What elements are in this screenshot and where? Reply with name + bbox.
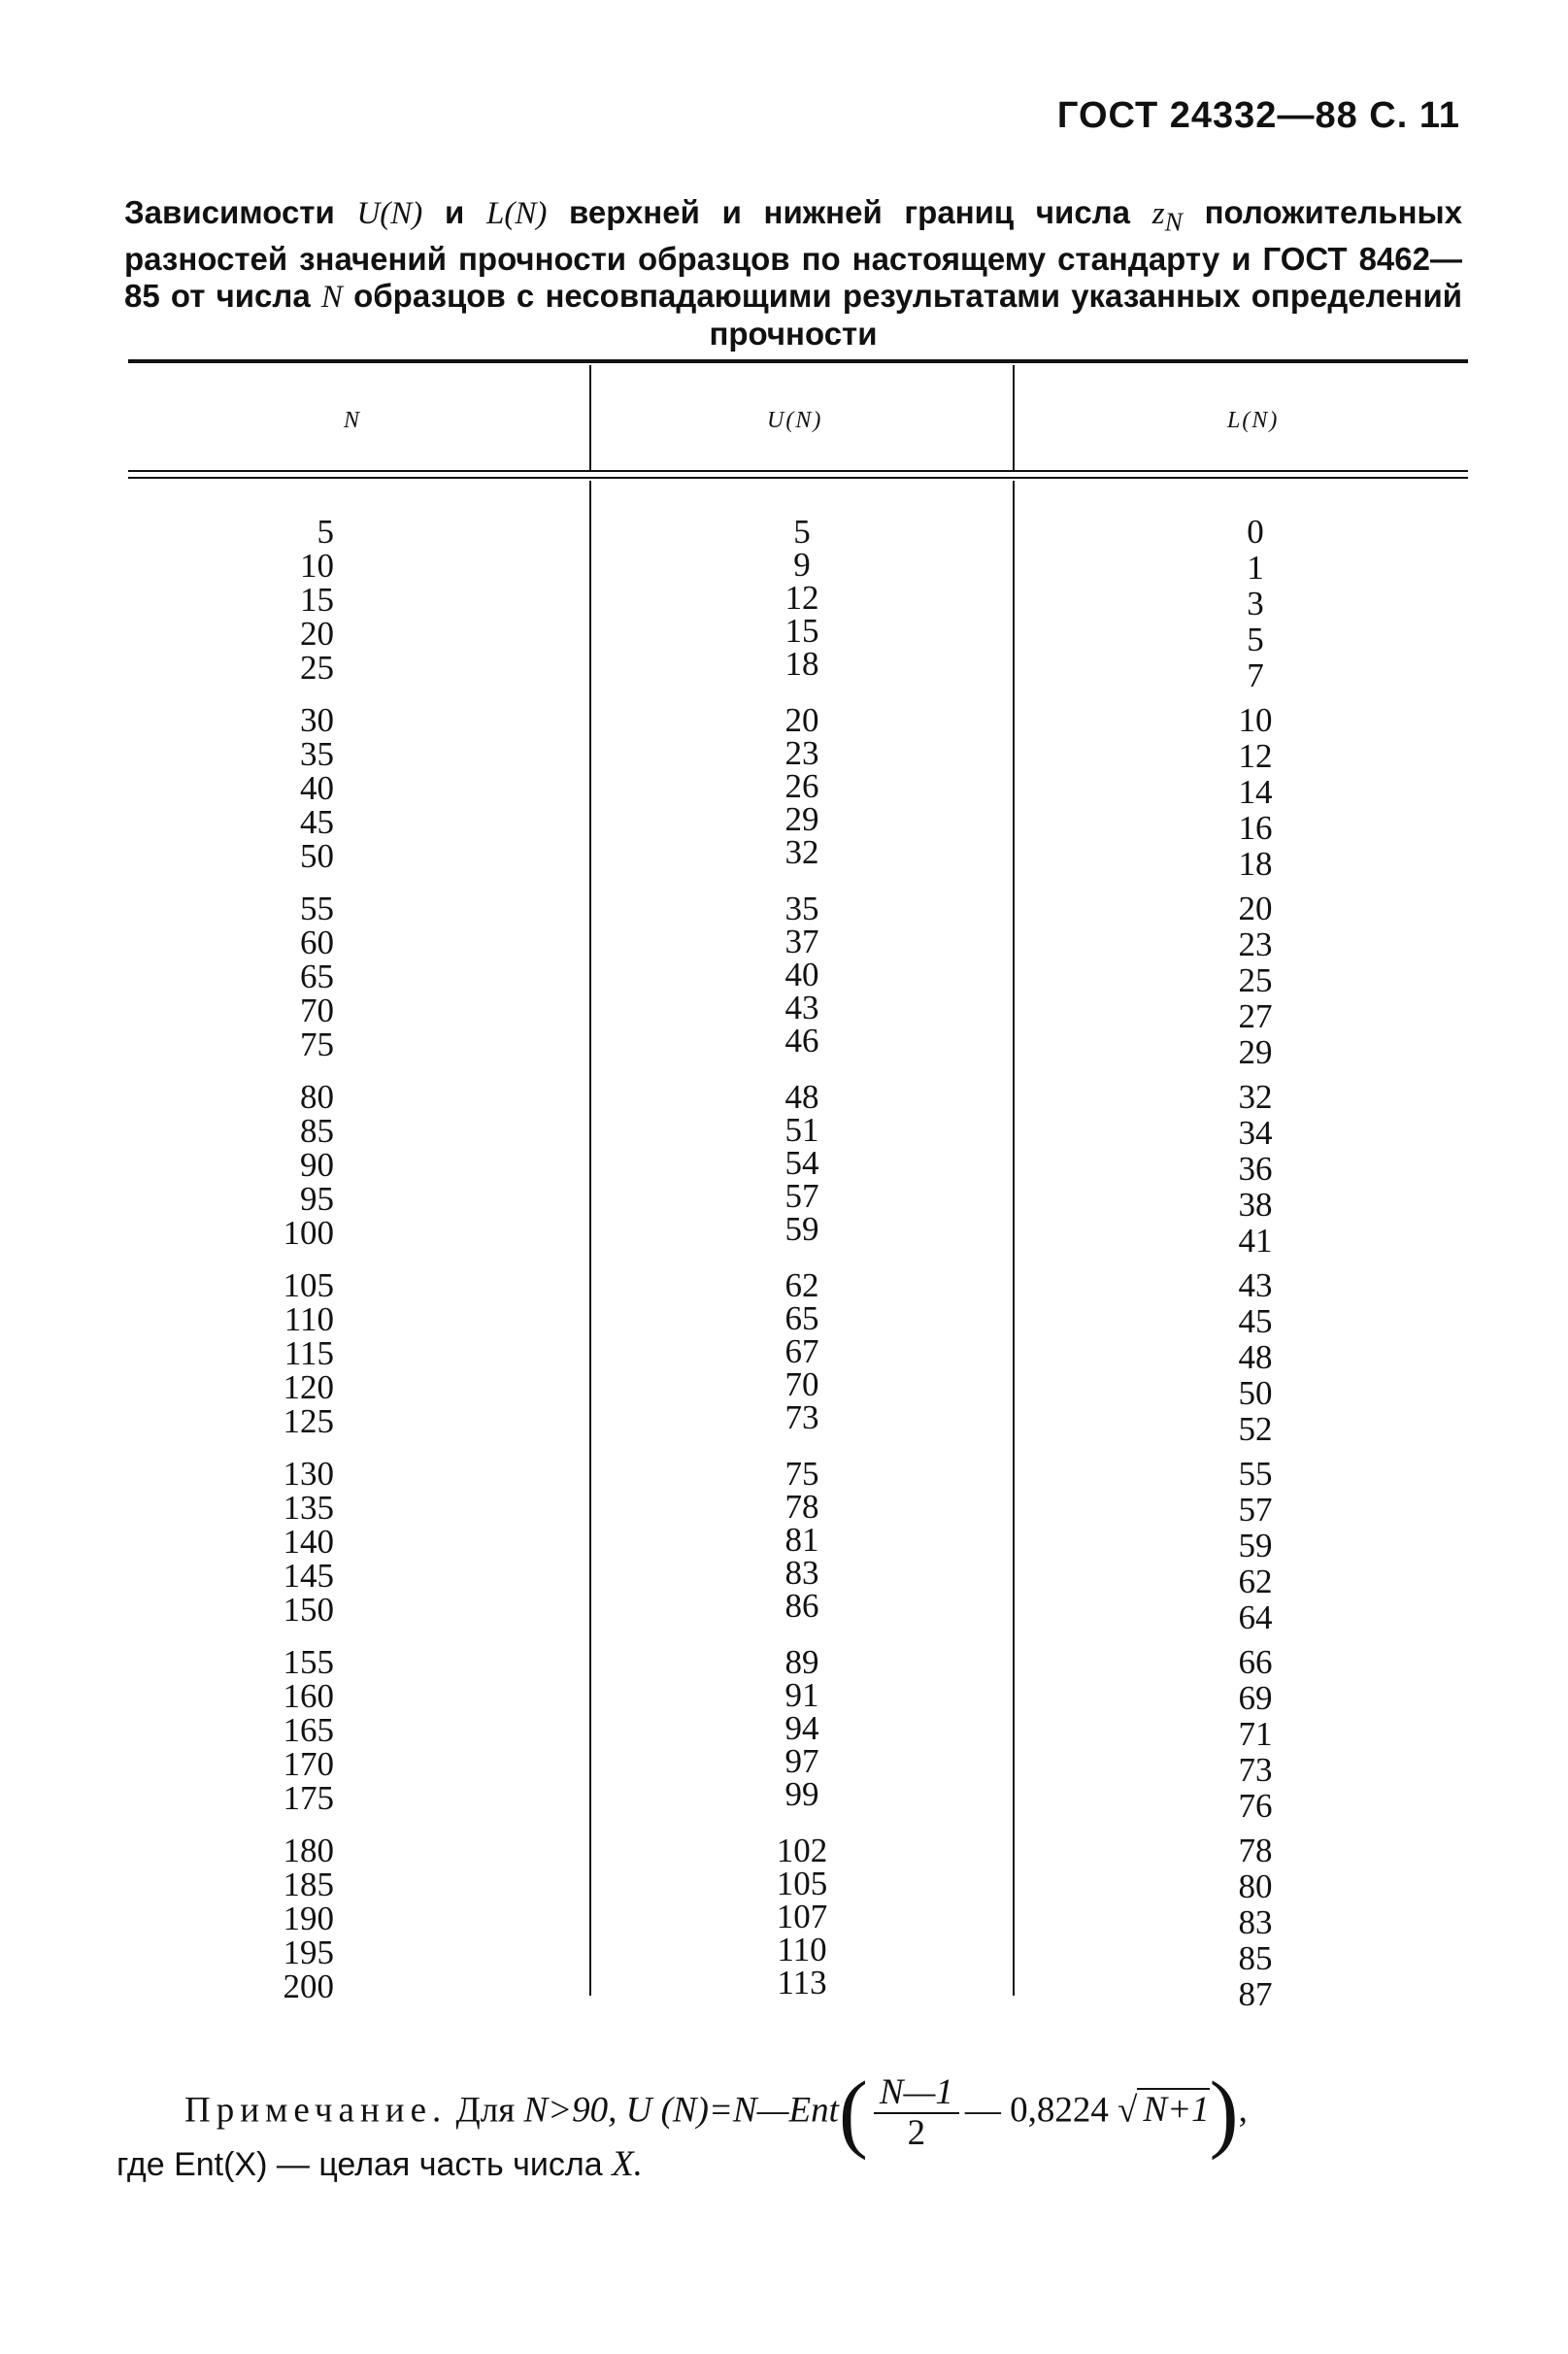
cell-n: 30 [300, 701, 334, 739]
note-text: Для [455, 2090, 516, 2131]
cell-l: 62 [1238, 1563, 1273, 1600]
cell-n: 10 [300, 547, 334, 585]
note-definition: где Ent(X) — целая часть числа [117, 2146, 603, 2183]
cell-n: 120 [283, 1368, 334, 1406]
cell-n: 5 [317, 513, 334, 551]
cell-l: 7 [1247, 656, 1264, 694]
table-top-rule [128, 359, 1468, 363]
cell-n: 45 [300, 803, 334, 841]
cell-n: 155 [283, 1643, 334, 1681]
cell-u: 89 [784, 1643, 819, 1681]
cell-l: 83 [1238, 1903, 1273, 1941]
column-header-u: U(N) [767, 408, 823, 433]
cell-u: 20 [784, 701, 819, 739]
cell-l: 73 [1238, 1751, 1273, 1789]
cell-u: 40 [784, 956, 819, 993]
cell-l: 52 [1238, 1410, 1273, 1448]
cell-l: 55 [1238, 1455, 1273, 1493]
cell-l: 57 [1238, 1491, 1273, 1529]
cell-l: 29 [1238, 1033, 1273, 1071]
cell-u: 73 [784, 1398, 819, 1436]
cell-n: 55 [300, 890, 334, 927]
cell-l: 69 [1238, 1679, 1273, 1717]
cell-u: 35 [784, 890, 819, 927]
cell-l: 38 [1238, 1186, 1273, 1224]
cell-l: 66 [1238, 1643, 1273, 1681]
cell-l: 59 [1238, 1527, 1273, 1564]
right-paren: ) [1209, 2065, 1239, 2161]
cell-n: 130 [283, 1455, 334, 1493]
caption-zn-sub: N [1164, 206, 1183, 237]
cell-n: 65 [300, 958, 334, 995]
cell-n: 200 [283, 1967, 334, 2005]
cell-l: 23 [1238, 925, 1273, 963]
cell-u: 107 [776, 1898, 828, 1935]
cell-n: 160 [283, 1677, 334, 1715]
caption-ln: L(N) [485, 196, 548, 231]
cell-n: 70 [300, 992, 334, 1029]
cell-n: 165 [283, 1711, 334, 1749]
note-end: , [1238, 2090, 1248, 2131]
cell-u: 48 [784, 1078, 819, 1116]
cell-u: 23 [784, 734, 819, 772]
caption-and: и [444, 194, 465, 230]
cell-u: 75 [784, 1455, 819, 1493]
cell-l: 50 [1238, 1374, 1273, 1412]
fraction-numerator: N—1 [874, 2073, 959, 2114]
caption-n: N [320, 279, 343, 315]
cell-n: 75 [300, 1026, 334, 1063]
cell-n: 15 [300, 581, 334, 619]
cell-u: 113 [777, 1964, 827, 2001]
cell-l: 34 [1238, 1114, 1273, 1152]
note-coefficient: — 0,8224 [964, 2090, 1109, 2131]
cell-u: 67 [784, 1332, 819, 1370]
cell-l: 76 [1238, 1787, 1273, 1825]
cell-n: 80 [300, 1078, 334, 1116]
note-formula-lhs: U (N)=N—Ent [625, 2090, 839, 2131]
cell-l: 12 [1238, 737, 1273, 775]
cell-n: 100 [283, 1214, 334, 1252]
cell-u: 97 [784, 1742, 819, 1780]
cell-u: 43 [784, 989, 819, 1026]
cell-l: 25 [1238, 961, 1273, 999]
cell-n: 40 [300, 769, 334, 807]
cell-u: 91 [784, 1676, 819, 1714]
cell-n: 90 [300, 1146, 334, 1184]
table-caption [124, 194, 1462, 353]
cell-u: 110 [777, 1931, 827, 1968]
cell-l: 32 [1238, 1078, 1273, 1116]
caption-text: образцов с несовпадающими результатами указанных определений прочности [353, 277, 1463, 352]
cell-n: 25 [300, 649, 334, 687]
caption-text: положительных разностей значений прочности образцов по настоящему стандарту и ГОСТ 8462—85 от числа [124, 194, 1463, 314]
note-condition: N>90, [523, 2090, 617, 2131]
sqrt-argument: N+1 [1137, 2088, 1209, 2130]
cell-n: 190 [283, 1900, 334, 1937]
column-divider [589, 365, 591, 470]
cell-u: 102 [776, 1832, 828, 1869]
note-variable: X. [612, 2144, 643, 2184]
cell-n: 195 [283, 1934, 334, 1971]
cell-n: 135 [283, 1489, 334, 1527]
cell-l: 43 [1238, 1266, 1273, 1304]
cell-l: 3 [1247, 585, 1264, 622]
cell-u: 86 [784, 1587, 819, 1625]
caption-zn: z [1151, 196, 1165, 231]
cell-u: 62 [784, 1266, 819, 1304]
cell-l: 16 [1238, 809, 1273, 847]
cell-u: 83 [784, 1554, 819, 1592]
cell-n: 140 [283, 1523, 334, 1561]
cell-u: 5 [793, 513, 811, 551]
cell-l: 0 [1247, 513, 1264, 551]
cell-u: 78 [784, 1488, 819, 1526]
column-header-l: L(N) [1227, 408, 1280, 433]
cell-l: 71 [1238, 1715, 1273, 1753]
cell-u: 51 [784, 1111, 819, 1149]
cell-n: 180 [283, 1832, 334, 1869]
fraction [874, 2073, 959, 2153]
footnote-line2 [117, 2143, 643, 2185]
cell-u: 15 [784, 612, 819, 650]
fraction-denominator: 2 [907, 2113, 926, 2153]
cell-u: 9 [793, 546, 811, 584]
cell-u: 70 [784, 1365, 819, 1403]
cell-n: 20 [300, 615, 334, 653]
cell-n: 105 [283, 1266, 334, 1304]
cell-l: 45 [1238, 1302, 1273, 1340]
cell-u: 29 [784, 800, 819, 838]
cell-u: 12 [784, 579, 819, 617]
column-divider [1013, 365, 1015, 470]
cell-l: 41 [1238, 1222, 1273, 1260]
cell-l: 87 [1238, 1975, 1273, 2013]
cell-l: 85 [1238, 1939, 1273, 1977]
cell-n: 50 [300, 837, 334, 875]
cell-n: 110 [284, 1300, 334, 1338]
note-label: Примечание. [184, 2090, 448, 2131]
cell-n: 85 [300, 1112, 334, 1150]
cell-u: 26 [784, 767, 819, 805]
cell-l: 48 [1238, 1338, 1273, 1376]
column-header-n: N [344, 408, 362, 433]
table-header-rule [128, 470, 1468, 472]
column-divider [1013, 481, 1015, 1996]
cell-l: 14 [1238, 773, 1273, 811]
cell-n: 95 [300, 1180, 334, 1218]
cell-l: 80 [1238, 1867, 1273, 1905]
cell-u: 99 [784, 1775, 819, 1813]
cell-l: 64 [1238, 1598, 1273, 1636]
cell-n: 125 [283, 1402, 334, 1440]
cell-n: 150 [283, 1591, 334, 1629]
cell-u: 105 [776, 1865, 828, 1902]
caption-text: верхней и нижней границ числа [569, 194, 1131, 230]
cell-u: 32 [784, 833, 819, 871]
cell-u: 46 [784, 1022, 819, 1059]
cell-l: 20 [1238, 890, 1273, 927]
cell-l: 27 [1238, 997, 1273, 1035]
column-divider [589, 481, 591, 1996]
cell-n: 185 [283, 1866, 334, 1903]
cell-u: 54 [784, 1144, 819, 1182]
cell-u: 94 [784, 1709, 819, 1747]
cell-n: 115 [284, 1334, 334, 1372]
page-header: ГОСТ 24332—88 С. 11 [1056, 95, 1460, 136]
cell-n: 60 [300, 924, 334, 961]
cell-l: 36 [1238, 1150, 1273, 1188]
cell-l: 10 [1238, 701, 1273, 739]
cell-n: 145 [283, 1557, 334, 1595]
cell-l: 18 [1238, 845, 1273, 883]
sqrt-icon: √ [1118, 2090, 1138, 2131]
cell-n: 170 [283, 1745, 334, 1783]
table-header-rule [128, 477, 1468, 479]
cell-l: 1 [1247, 549, 1264, 587]
cell-u: 18 [784, 645, 819, 683]
caption-text: Зависимости [124, 194, 335, 230]
cell-u: 37 [784, 923, 819, 960]
cell-l: 5 [1247, 621, 1264, 658]
cell-u: 81 [784, 1521, 819, 1559]
cell-n: 175 [283, 1779, 334, 1817]
left-paren: ( [838, 2065, 868, 2161]
cell-u: 59 [784, 1210, 819, 1248]
caption-un: U(N) [356, 196, 423, 231]
cell-u: 57 [784, 1177, 819, 1215]
cell-n: 35 [300, 735, 334, 773]
cell-l: 78 [1238, 1832, 1273, 1869]
cell-u: 65 [784, 1299, 819, 1337]
footnote [184, 2065, 1248, 2161]
